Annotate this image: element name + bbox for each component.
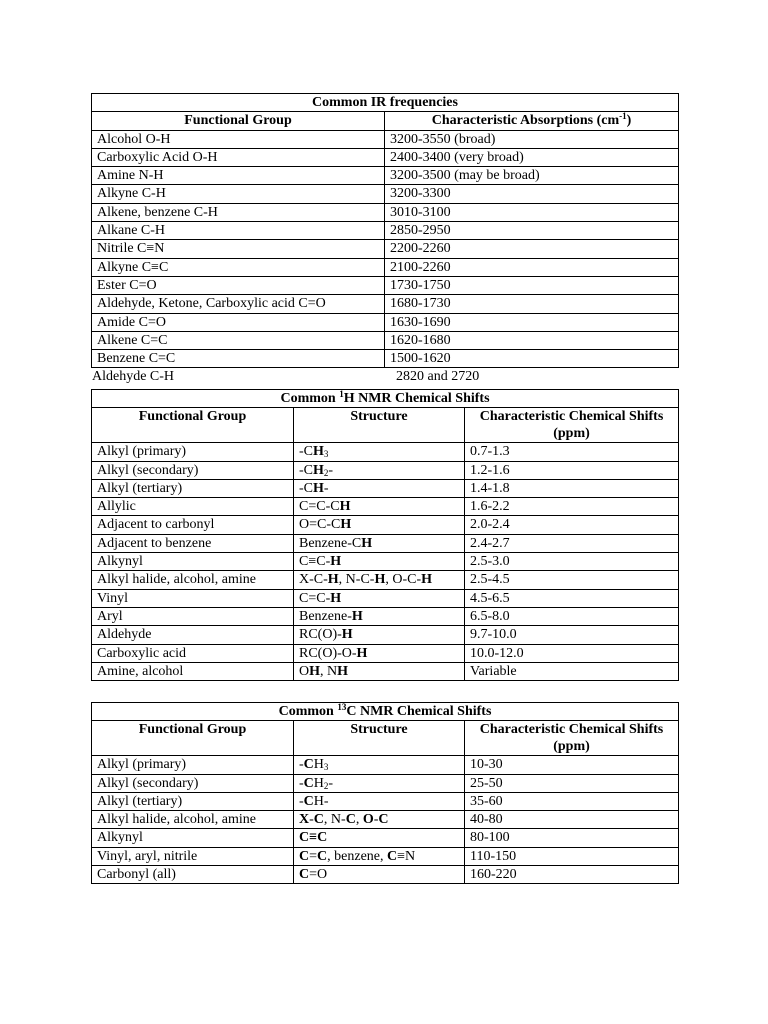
structure-cell: C=C-CH [294,498,465,516]
table-row: Alkene C=C 1620-1680 [92,331,679,349]
h-col-structure: Structure [294,408,465,443]
table-row: Amine, alcohol OH, NH Variable [92,662,679,680]
table-row: Ester C=O 1730-1750 [92,276,679,294]
table-row: Aldehyde, Ketone, Carboxylic acid C=O 1680-1730 [92,295,679,313]
table-row: Vinyl, aryl, nitrile C=C, benzene, C≡N 110-150 [92,847,679,865]
structure-cell: C≡C [294,829,465,847]
structure-cell: C≡C-H [294,553,465,571]
table-row: Carboxylic Acid O-H 2400-3400 (very broad) [92,148,679,166]
table-row: Vinyl C=C-H 4.5-6.5 [92,589,679,607]
table-row: Alkyl (secondary) $-CH_2-$ 1.2-1.6 [92,461,679,479]
table-row: Alkyl (secondary) $-CH_2-$ 25-50 [92,774,679,792]
table-row: Nitrile C≡N 2200-2260 [92,240,679,258]
structure-cell: C=C, benzene, C≡N [294,847,465,865]
table-row: Aryl Benzene-H 6.5-8.0 [92,607,679,625]
structure-cell: X-C-H, N-C-H, O-C-H [294,571,465,589]
table-row: Amide C=O 1630-1690 [92,313,679,331]
table-row: Alcohol O-H 3200-3550 (broad) [92,130,679,148]
structure-cell: $-CH_2-$ [294,774,465,792]
table-row: Adjacent to benzene Benzene-CH 2.4-2.7 [92,534,679,552]
table-row: Alkene, benzene C-H 3010-3100 [92,203,679,221]
ir-extra-row [91,369,678,387]
structure-cell: $-CH_2-$ [294,461,465,479]
ir-extra-abs: 2820 and 2720 [396,369,480,384]
c-col-structure: Structure [294,721,465,756]
structure-cell: O=C-CH [294,516,465,534]
structure-cell: C=O [294,866,465,884]
structure-cell: -CH- [294,479,465,497]
table-row: Alkyl (primary) $-CH_3$ 10-30 [92,756,679,774]
c-col-functional-group: Functional Group [92,721,294,756]
table-row: Alkynyl C≡C-H 2.5-3.0 [92,553,679,571]
structure-cell: RC(O)-O-H [294,644,465,662]
structure-cell: Benzene-CH [294,534,465,552]
table-row: Alkyl (primary) $-CH_3$ 0.7-1.3 [92,443,679,461]
structure-cell: C=C-H [294,589,465,607]
table-row: Allylic C=C-CH 1.6-2.2 [92,498,679,516]
ir-col-absorptions: Characteristic Absorptions $(cm^{-1})$ [385,112,679,130]
c-nmr-table-title: Common $^{13}$C NMR Chemical Shifts [92,703,679,721]
table-row: Aldehyde RC(O)-H 9.7-10.0 [92,626,679,644]
ir-col-functional-group: Functional Group [92,112,385,130]
table-row: Alkyl halide, alcohol, amine X-C, N-C, O-C 40-80 [92,811,679,829]
table-row: Alkyne C-H 3200-3300 [92,185,679,203]
ir-table-title: Common IR frequencies [92,94,679,112]
table-row: Benzene C=C 1500-1620 [92,350,679,368]
structure-cell: $-CH_3$ [294,756,465,774]
structure-cell: -CH- [294,792,465,810]
h-col-functional-group: Functional Group [92,408,294,443]
h-nmr-table-title: Common $^1$H NMR Chemical Shifts [92,390,679,408]
structure-cell: Benzene-H [294,607,465,625]
ir-frequencies-table [91,93,679,368]
ir-extra-group: Aldehyde C-H [92,369,175,384]
c-col-shift: Characteristic Chemical Shifts (ppm) [465,721,679,756]
structure-cell: X-C, N-C, O-C [294,811,465,829]
h-nmr-table [91,389,679,681]
table-row: Alkyl (tertiary) -CH- 35-60 [92,792,679,810]
table-row: Alkyne C≡C 2100-2260 [92,258,679,276]
table-row: Carbonyl (all) C=O 160-220 [92,866,679,884]
structure-cell: OH, NH [294,662,465,680]
table-row: Alkyl (tertiary) -CH- 1.4-1.8 [92,479,679,497]
structure-cell: RC(O)-H [294,626,465,644]
structure-cell: $-CH_3$ [294,443,465,461]
table-row: Alkane C-H 2850-2950 [92,222,679,240]
c-nmr-table [91,702,679,884]
table-row: Carboxylic acid RC(O)-O-H 10.0-12.0 [92,644,679,662]
table-row: Alkyl halide, alcohol, amine X-C-H, N-C-H, O-C-H 2.5-4.5 [92,571,679,589]
h-col-shift: Characteristic Chemical Shifts (ppm) [465,408,679,443]
table-row: Adjacent to carbonyl O=C-CH 2.0-2.4 [92,516,679,534]
table-row: Alkynyl C≡C 80-100 [92,829,679,847]
table-row: Amine N-H 3200-3500 (may be broad) [92,167,679,185]
